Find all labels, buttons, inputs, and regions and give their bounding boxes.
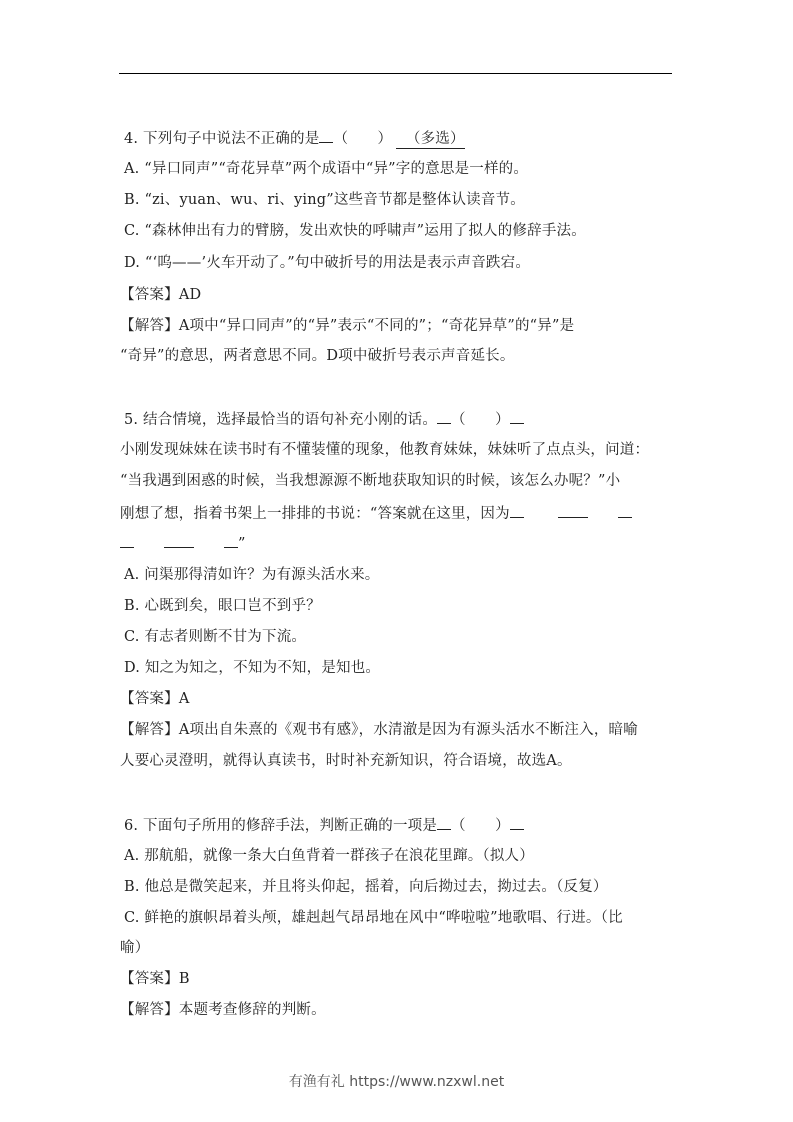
q4-analysis-line2: “奇异”的意思，两者意思不同。D项中破折号表示声音延长。	[120, 348, 515, 364]
q5-fill-blank	[510, 503, 524, 518]
q6-option-a: A. 那航船，就像一条大白鱼背着一群孩子在浪花里蹿。（拟人）	[124, 848, 534, 864]
q5-option-b: B. 心既到矣，眼口岂不到乎？	[124, 598, 321, 614]
q5-passage-line1: 小刚发现妹妹在读书时有不懂装懂的现象，他教育妹妹，妹妹听了点点头，问道：	[120, 442, 650, 458]
q5-passage-line4: ”	[120, 533, 246, 554]
q5-answer-label: 【答案】	[120, 691, 179, 707]
q5-answer	[120, 689, 189, 709]
q6-analysis	[120, 1000, 326, 1020]
q6-paren: （ ）	[451, 818, 510, 834]
q4-answer	[120, 285, 201, 305]
q6-option-c: C. 鲜艳的旗帜昂着头颅，雄赳赳气昂昂地在风中“哗啦啦”地歌唱、行进。（比	[124, 910, 623, 926]
q4-option-b: B. “zi、yuan、wu、ri、ying”这些音节都是整体认读音节。	[124, 192, 525, 208]
q6-blank-left	[437, 815, 451, 830]
q4-stem	[124, 128, 465, 149]
q6-option-b: B. 他总是微笑起来，并且将头仰起，摇着，向后拗过去，拗过去。（反复）	[124, 879, 608, 895]
q4-paren: （ ）	[333, 131, 393, 147]
q4-answer-value: AD	[178, 287, 202, 303]
header-rule	[119, 73, 672, 74]
q4-analysis-line1: A项中“异口同声”的“异”表示“不同的”；“奇花异草”的“异”是	[178, 318, 575, 334]
q4-analysis-label: 【解答】	[120, 318, 179, 334]
q6-stem	[124, 815, 524, 836]
q6-analysis-line1: 本题考查修辞的判断。	[178, 1002, 326, 1018]
q5-blank-right	[510, 409, 524, 424]
q4-stem-text: 4. 下列句子中说法不正确的是	[124, 131, 320, 147]
q5-passage-line3: 刚想了想，指着书架上一排排的书说：“答案就在这里，因为	[120, 503, 632, 524]
q6-blank-right	[510, 815, 524, 830]
q5-fill-blank	[164, 533, 194, 548]
q5-answer-value: A	[178, 691, 190, 707]
q5-analysis-line2: 人要心灵澄明，就得认真读书，时时补充新知识，符合语境，故选A。	[120, 753, 572, 769]
q5-analysis-label: 【解答】	[120, 722, 179, 738]
q4-option-d: D. “‘呜——’火车开动了。”句中破折号的用法是表示声音跌宕。	[124, 255, 531, 271]
q5-stem	[124, 409, 524, 430]
q5-option-d: D. 知之为知之，不知为不知，是知也。	[124, 660, 381, 676]
q5-option-a: A. 问渠那得清如许？为有源头活水来。	[124, 567, 380, 583]
q5-analysis-line1: A项出自朱熹的《观书有感》，水清澈是因为有源头活水不断注入，暗喻	[178, 722, 638, 738]
q4-option-c: C. “森林伸出有力的臂膀，发出欢快的呼啸声”运用了拟人的修辞手法。	[124, 223, 586, 239]
q4-answer-label: 【答案】	[120, 287, 179, 303]
q5-option-c: C. 有志者则断不甘为下流。	[124, 629, 307, 645]
q4-multi-select-note: （多选）	[396, 131, 464, 149]
q4-analysis	[120, 316, 574, 336]
q5-passage-line2: “当我遇到困惑的时候，当我想源源不断地获取知识的时候，该怎么办呢？”小	[120, 473, 621, 489]
q5-analysis	[120, 720, 638, 740]
q5-paren: （ ）	[451, 412, 510, 428]
q4-option-a: A. “异口同声”“奇花异草”两个成语中“异”字的意思是一样的。	[124, 161, 529, 177]
q6-answer	[120, 969, 190, 989]
q6-stem-text: 6. 下面句子所用的修辞手法，判断正确的一项是	[124, 818, 438, 834]
q5-fill-blank	[224, 533, 238, 548]
q6-answer-value: B	[178, 971, 190, 987]
q5-fill-blank	[558, 503, 588, 518]
q5-fill-blank	[618, 503, 632, 518]
q4-answer-blank	[319, 128, 333, 143]
q6-analysis-label: 【解答】	[120, 1002, 179, 1018]
q6-answer-label: 【答案】	[120, 971, 179, 987]
q5-fill-blank	[120, 533, 134, 548]
q5-stem-text: 5. 结合情境，选择最恰当的语句补充小刚的话。	[124, 412, 438, 428]
q6-option-c-wrap: 喻）	[120, 940, 150, 956]
q5-blank-left	[437, 409, 451, 424]
page-footer-watermark: 有渔有礼 https://www.nzxwl.net	[288, 1074, 505, 1090]
